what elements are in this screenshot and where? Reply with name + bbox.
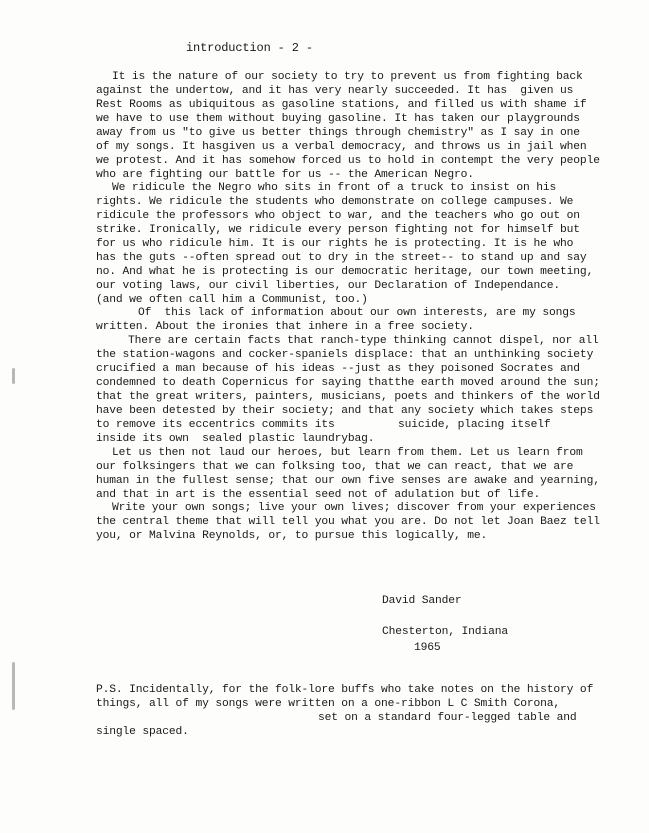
postscript-line: single spaced. xyxy=(96,726,189,738)
body-line: you, or Malvina Reynolds, or, to pursue this logically, me. xyxy=(96,530,488,542)
body-line: human in the fullest sense; that our own five senses are awake and yearning, xyxy=(96,475,600,487)
body-line: who are fighting our battle for us -- the American Negro. xyxy=(96,169,474,181)
body-line: ridicule the professors who object to war, and the teachers who go out on xyxy=(96,210,580,222)
postscript-line: things, all of my songs were written on a one-ribbon L C Smith Corona, xyxy=(96,698,561,710)
body-line: the station-wagons and cocker-spaniels displace: that an unthinking society xyxy=(96,349,594,361)
body-line: inside its own sealed plastic laundrybag. xyxy=(96,433,375,445)
body-line: crucified a man because of his ideas --just as they poisoned Socrates and xyxy=(96,363,580,375)
postscript-line: set on a standard four-legged table and xyxy=(318,712,577,724)
body-line: condemned to death Copernicus for saying thatthe earth moved around the sun; xyxy=(96,377,600,389)
body-line: rights. We ridicule the students who demonstrate on college campuses. We xyxy=(96,196,574,208)
body-line: of my songs. It hasgiven us a verbal democracy, and throws us in jail when xyxy=(96,141,587,153)
body-line: It is the nature of our society to try to prevent us from fighting back xyxy=(112,71,583,83)
body-line: Write your own songs; live your own lives; discover from your experiences xyxy=(112,502,596,514)
body-line: We ridicule the Negro who sits in front of a truck to insist on his xyxy=(112,182,557,194)
body-line: (and we often call him a Communist, too.) xyxy=(96,294,368,306)
body-line: our voting laws, our civil liberties, our Declaration of Independance. xyxy=(96,280,561,292)
author-place: Chesterton, Indiana xyxy=(382,626,508,638)
body-line: written. About the ironies that inhere in a free society. xyxy=(96,321,474,333)
body-line: we protest. And it has somehow forced us to hold in contempt the very people xyxy=(96,155,600,167)
body-line: for us who ridicule him. It is our rights he is protecting. It is he who xyxy=(96,238,574,250)
body-line: Let us then not laud our heroes, but learn from them. Let us learn from xyxy=(112,447,583,459)
body-line: Of this lack of information about our own interests, are my songs xyxy=(138,307,576,319)
body-line: no. And what he is protecting is our democratic heritage, our town meeting, xyxy=(96,266,594,278)
body-line: and that in art is the essential seed not of adulation but of life. xyxy=(96,489,541,501)
body-line: we have to use them without buying gasoline. It has taken our playgrounds xyxy=(96,113,580,125)
body-line: suicide, placing itself xyxy=(398,419,551,431)
body-line: the central theme that will tell you what you are. Do not let Joan Baez tell xyxy=(96,516,600,528)
page-heading: introduction - 2 - xyxy=(186,41,313,55)
postscript-line: P.S. Incidentally, for the folk-lore buffs who take notes on the history of xyxy=(96,684,594,696)
punch-mark xyxy=(12,662,15,710)
author-year: 1965 xyxy=(414,642,441,654)
body-line: our folksingers that we can folksing too, that we can react, that we are xyxy=(96,461,574,473)
body-line: Rest Rooms as ubiquitous as gasoline stations, and filled us with shame if xyxy=(96,99,587,111)
body-line: has the guts --often spread out to dry in the street-- to stand up and say xyxy=(96,252,587,264)
body-line: away from us "to give us better things through chemistry" as I say in one xyxy=(96,127,580,139)
body-line: strike. Ironically, we ridicule every person fighting not for himself but xyxy=(96,224,580,236)
author-name: David Sander xyxy=(382,595,462,607)
body-line: to remove its eccentrics commits its xyxy=(96,419,335,431)
punch-mark xyxy=(12,368,15,384)
body-line: that the great writers, painters, musicians, poets and thinkers of the world xyxy=(96,391,600,403)
body-line: There are certain facts that ranch-type thinking cannot dispel, nor all xyxy=(128,335,599,347)
body-line: against the undertow, and it has very nearly succeeded. It has given us xyxy=(96,85,574,97)
body-line: have been detested by their society; and that any society which takes steps xyxy=(96,405,594,417)
